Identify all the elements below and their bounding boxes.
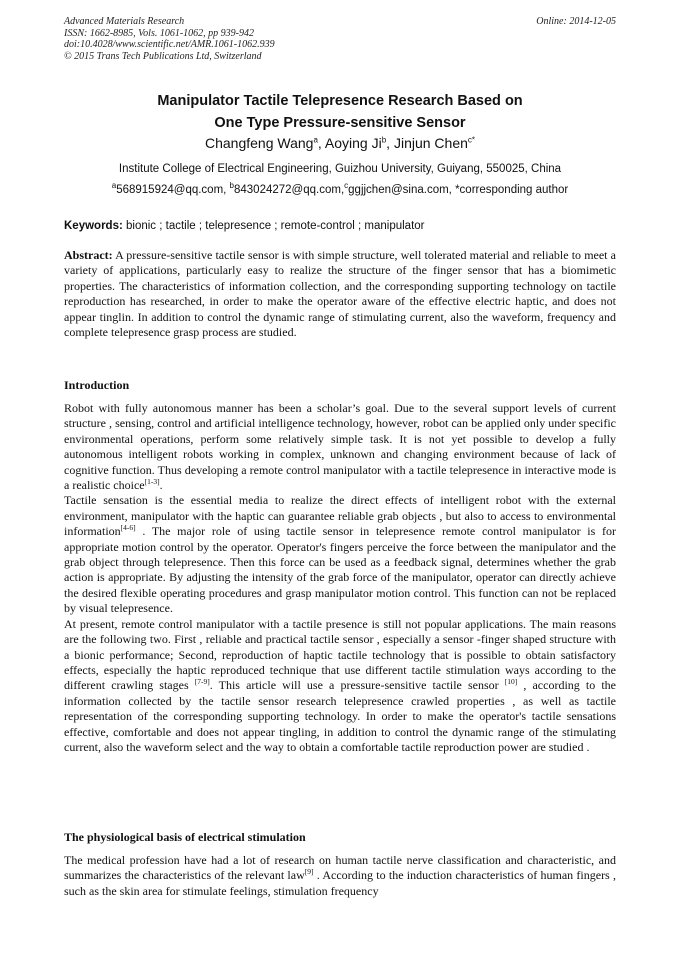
intro-p2-text-a: Tactile sensation is the essential media to realize the direct effects of intelligent robot with the external environment, manipulator with the haptic can guarantee reliable grab objects , but also to access to environmental information bbox=[64, 493, 616, 539]
phys-p1-text-b: . According to the induction characteristics of human fingers , such as the skin area for stimulate feelings, stimulation frequency bbox=[64, 868, 616, 898]
intro-p3-text-a: At present, remote control manipulator with a tactile presence is still not popular applications. The main reasons are the following two. First , reliable and practical tactile sensor , especially a sensor -finger shaped structure with a bionic performance; Second, reproduction of haptic tactile technology that is possible to obtain satisfactory effects, especially the haptic reproduced technique that use different tactile stimulation ways according to the different crawling stages bbox=[64, 616, 616, 693]
paper-title bbox=[64, 90, 616, 134]
affiliation: Institute College of Electrical Engineering, Guizhou University, Guiyang, 550025, China bbox=[118, 163, 562, 175]
keywords-text: bionic ; tactile ; telepresence ; remote-control ; manipulator bbox=[122, 220, 425, 232]
title-line-2: One Type Pressure-sensitive Sensor bbox=[214, 115, 466, 131]
author-2: Aoying Ji bbox=[324, 135, 382, 151]
intro-p3-text-c: , according to the information collected by the tactile sensor research telepresence crawled properties , as well as tactile representation of the corresponding supporting technology. In order to make the operator's tactile sensations effective, comfortable and does not appear tingling, in addition to control the dynamic range of the stimulating current, also the waveform select and the way to obtain a comfortable tactile reproduction power are studied . bbox=[64, 678, 616, 754]
doi-line: doi:10.4028/www.scientific.net/AMR.1061-1062.939 bbox=[64, 39, 275, 50]
keywords bbox=[64, 219, 616, 233]
citation: [1-3] bbox=[144, 477, 160, 487]
email-1-mark: a bbox=[111, 181, 117, 191]
intro-p1-text: Robot with fully autonomous manner has been a scholar’s goal. Due to the several support levels of current structure , sensing, control and artificial intelligence technology, however, robot can be applied only under specific environmental operations, perform some relatively simple task. It is not yet possible to develop a fully autonomous intelligent robots working in complex, unknown and changing environment because of lack of cognitive function. Thus developing a remote control manipulator with a tactile telepresence in interactive mode is a realistic choice bbox=[64, 401, 616, 493]
physiological-paragraph-1 bbox=[64, 853, 616, 899]
email-1: 568915924@qq.com, bbox=[116, 184, 230, 196]
phys-p1-text-a: The medical profession have had a lot of research on human tactile nerve classification and characteristic, and summarizes the characteristics of the relevant law bbox=[64, 853, 616, 883]
intro-paragraph-3 bbox=[64, 617, 616, 756]
author-1: Changfeng Wang bbox=[204, 135, 314, 151]
abstract-text: A pressure-sensitive tactile sensor is with simple structure, well tolerated material and reliable to meet a variety of applications, particularly easy to realize the structure of the finger sensor that has a biomimetic properties. The characteristics of information collection, and the corresponding supporting technology on tactile reproduction has researched, in order to make the operator aware of the effective electric haptic, and does not appear tinglin. In addition to control the dynamic range of stimulating current, also the waveform, frequency and complete telepresence grasp process are studied. bbox=[64, 248, 616, 340]
author-1-mark: a bbox=[313, 135, 318, 145]
abstract-label: Abstract: bbox=[64, 248, 113, 262]
keywords-label: Keywords: bbox=[64, 220, 123, 232]
introduction-body bbox=[64, 401, 616, 755]
author-list bbox=[64, 134, 616, 152]
author-emails bbox=[64, 183, 616, 197]
email-2: 843024272@qq.com, bbox=[234, 184, 345, 196]
citation: [7-9] bbox=[194, 677, 210, 687]
author-separator: , bbox=[386, 135, 394, 151]
author-3: Jinjun Chen bbox=[393, 135, 468, 151]
email-3: ggjjchen@sina.com, *corresponding author bbox=[348, 184, 569, 196]
section-heading-physiological-basis: The physiological basis of electrical stimulation bbox=[64, 830, 306, 844]
intro-paragraph-2 bbox=[64, 493, 616, 616]
section-heading-introduction: Introduction bbox=[64, 378, 130, 392]
intro-p3-text-b: . This article will use a pressure-sensitive tactile sensor bbox=[209, 678, 505, 693]
email-3-mark: c bbox=[344, 181, 349, 191]
title-line-1: Manipulator Tactile Telepresence Research Based on bbox=[157, 93, 523, 109]
citation: [9] bbox=[304, 867, 314, 877]
journal-header bbox=[64, 16, 616, 62]
intro-p2-text-b: . The major role of using tactile sensor in telepresence remote control manipulator is for appropriate motion control by the operator. Operator's fingers perceive the force between the manipulator and the grab object through telepresence. Then this force can be used as a feedback signal, determines whether the grab action is appropriate. By adjusting the intensity of the grab force of the manipulator, operator can directly achieve the desired flexible operating procedures and grasp manipulator motion control. This function can not be replaced by visual telepresence. bbox=[64, 524, 616, 616]
journal-name: Advanced Materials Research bbox=[64, 16, 185, 27]
author-3-mark: c* bbox=[467, 135, 476, 145]
online-date: Online: 2014-12-05 bbox=[536, 16, 616, 27]
intro-paragraph-1 bbox=[64, 401, 616, 493]
author-separator: , bbox=[317, 135, 325, 151]
intro-p1-end: . bbox=[159, 478, 163, 493]
citation: [4-6] bbox=[120, 523, 136, 533]
issn-line: ISSN: 1662-8985, Vols. 1061-1062, pp 939-942 bbox=[64, 27, 254, 39]
author-2-mark: b bbox=[381, 135, 387, 145]
abstract bbox=[64, 248, 616, 340]
citation: [10] bbox=[504, 677, 518, 687]
copyright-line: © 2015 Trans Tech Publications Ltd, Switzerland bbox=[64, 50, 262, 62]
email-2-mark: b bbox=[229, 181, 234, 191]
